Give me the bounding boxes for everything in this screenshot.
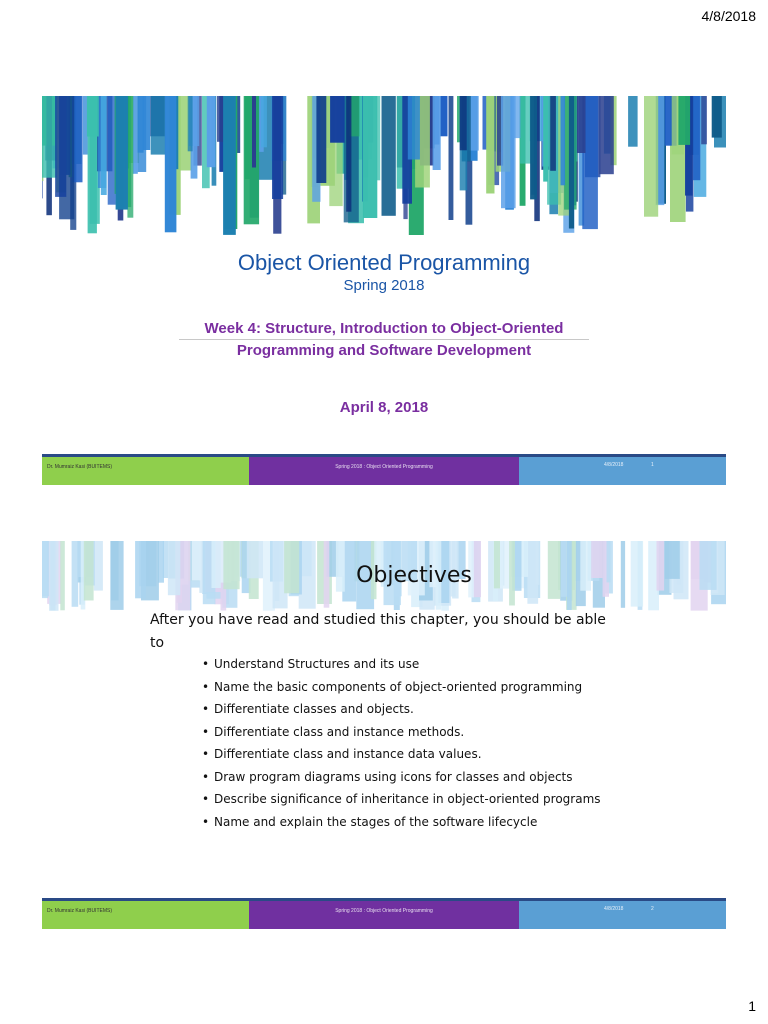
list-item-text: Name the basic components of object-oriented programming — [214, 679, 583, 694]
list-item-text: Differentiate classes and objects. — [214, 702, 414, 716]
page-date: 4/8/2018 — [701, 8, 756, 24]
decorative-bars-banner — [42, 96, 726, 241]
list-item-text: Understand Structures and its use — [214, 657, 420, 671]
list-item — [202, 790, 632, 808]
page-number: 1 — [748, 998, 756, 1014]
list-item-text: Differentiate class and instance data values. — [214, 747, 482, 761]
bullet-icon: • — [202, 792, 210, 806]
footer-author: Dr. Mumraiz Kasi (BUITEMS) — [42, 457, 249, 485]
list-item — [202, 655, 632, 673]
footer-course: Spring 2018 : Object Oriented Programming — [249, 457, 519, 485]
objectives-title: Objectives — [356, 563, 472, 588]
course-title: Object Oriented Programming — [237, 250, 531, 275]
objectives-list — [202, 655, 632, 835]
list-item-text: Differentiate class and instance methods. — [214, 724, 465, 739]
list-item — [202, 678, 632, 696]
lecture-date: April 8, 2018 — [339, 399, 429, 416]
footer-date: 4/8/2018 — [604, 906, 624, 912]
bullet-icon: • — [202, 747, 210, 761]
bullet-icon: • — [202, 679, 210, 694]
footer-slide-number: 1 — [651, 462, 654, 468]
list-item — [202, 745, 632, 763]
list-item-text: Describe significance of inheritance in object-oriented programs — [214, 792, 601, 806]
footer-date: 4/8/2018 — [604, 462, 624, 468]
footer-meta — [519, 457, 726, 485]
footer-course: Spring 2018 : Object Oriented Programming — [249, 901, 519, 929]
objectives-intro: After you have read and studied this chapter, you should be able to — [150, 612, 606, 651]
semester-subtitle: Spring 2018 — [343, 277, 425, 294]
footer-meta — [519, 901, 726, 929]
bullet-icon: • — [202, 814, 210, 829]
week-heading-line-2: Programming and Software Development — [236, 342, 532, 359]
bullet-icon: • — [202, 724, 210, 739]
list-item — [202, 813, 632, 831]
list-item-text: Draw program diagrams using icons for classes and objects — [214, 769, 573, 784]
footer-author: Dr. Mumraiz Kasi (BUITEMS) — [42, 901, 249, 929]
slide-title — [42, 96, 726, 484]
bullet-icon: • — [202, 769, 210, 784]
week-heading — [42, 318, 726, 361]
slide-footer — [42, 898, 726, 929]
list-item — [202, 700, 632, 718]
bullet-icon: • — [202, 657, 210, 671]
slide-footer — [42, 454, 726, 485]
footer-slide-number: 2 — [651, 906, 654, 912]
list-item — [202, 723, 632, 741]
week-heading-line-1: Week 4: Structure, Introduction to Object-Oriented — [204, 320, 564, 337]
list-item — [202, 768, 632, 786]
list-item-text: Name and explain the stages of the software lifecycle — [214, 814, 538, 829]
slide-objectives — [42, 541, 726, 928]
bullet-icon: • — [202, 702, 210, 716]
